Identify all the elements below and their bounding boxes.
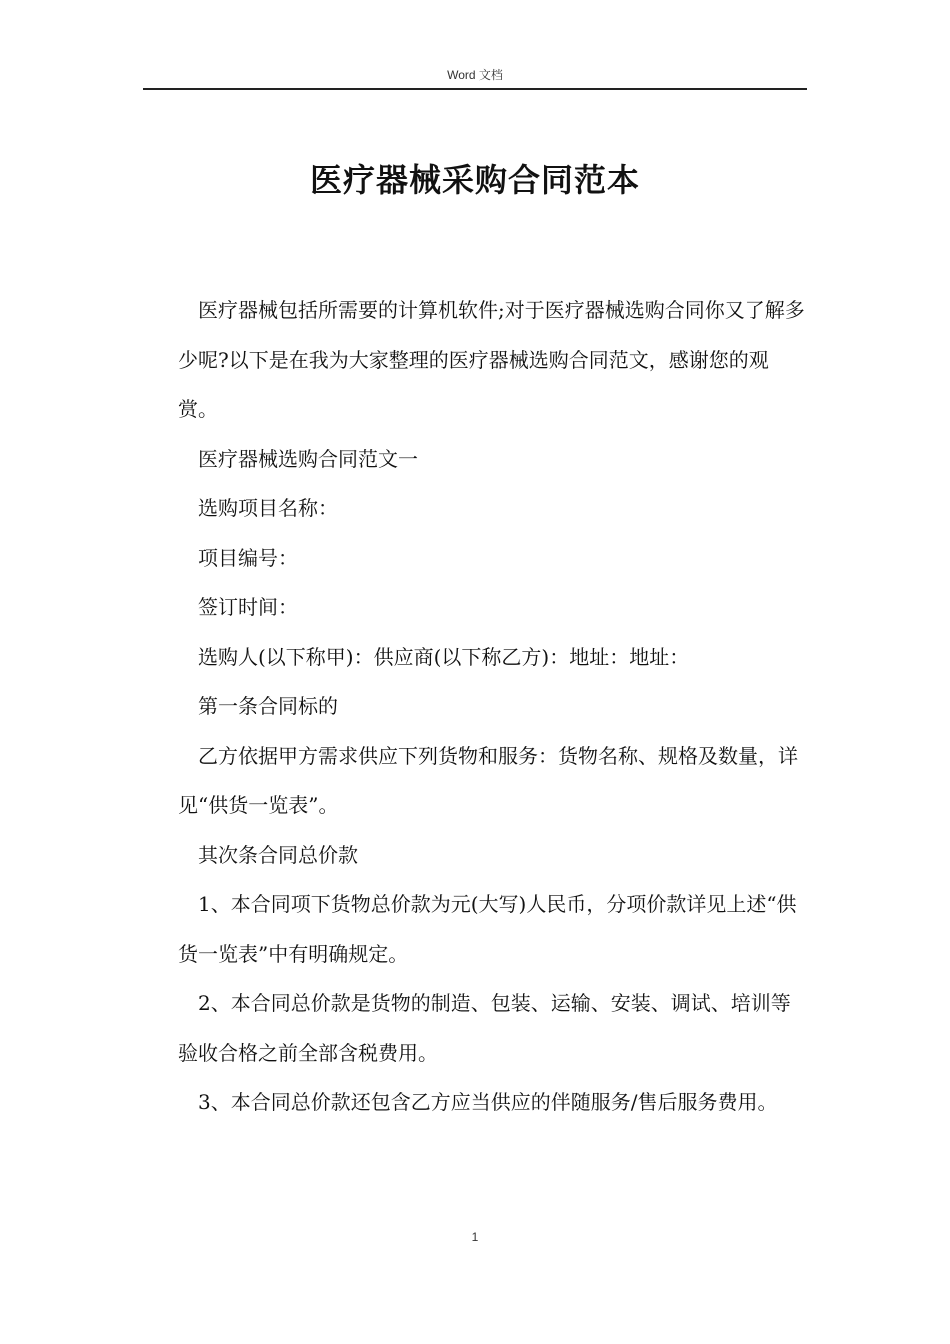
paragraph-clause-1: 1、本合同项下货物总价款为元(大写)人民币，分项价款详见上述“供货一览表”中有明确规定。	[178, 892, 797, 966]
paragraph-clause-2: 2、本合同总价款是货物的制造、包装、运输、安装、调试、培训等验收合格之前全部含税费用。	[178, 991, 791, 1065]
paragraph-intro: 医疗器械包括所需要的计算机软件;对于医疗器械选购合同你又了解多少呢?以下是在我为大家整理的医疗器械选购合同范文，感谢您的观赏。	[178, 298, 805, 421]
paragraph-project-number: 项目编号：	[198, 545, 298, 570]
paragraph-sample-heading: 医疗器械选购合同范文一	[198, 446, 418, 471]
page-number: 1	[471, 1230, 479, 1244]
page-header	[143, 66, 807, 90]
header-label: Word 文档	[447, 68, 503, 82]
paragraph-sign-date: 签订时间：	[198, 595, 298, 619]
paragraph-article-2-heading: 其次条合同总价款	[198, 842, 358, 867]
paragraph-project-name: 选购项目名称：	[198, 496, 338, 520]
document-body	[178, 286, 806, 1128]
paragraph-article-1-heading: 第一条合同标的	[198, 694, 338, 718]
paragraph-clause-3: 3、本合同总价款还包含乙方应当供应的伴随服务/售后服务费用。	[198, 1090, 778, 1114]
paragraph-article-1-body: 乙方依据甲方需求供应下列货物和服务：货物名称、规格及数量，详见“供货一览表”。	[178, 743, 798, 817]
paragraph-parties: 选购人(以下称甲)：供应商(以下称乙方)：地址：地址：	[198, 644, 690, 669]
document-title: 医疗器械采购合同范本	[309, 161, 640, 199]
